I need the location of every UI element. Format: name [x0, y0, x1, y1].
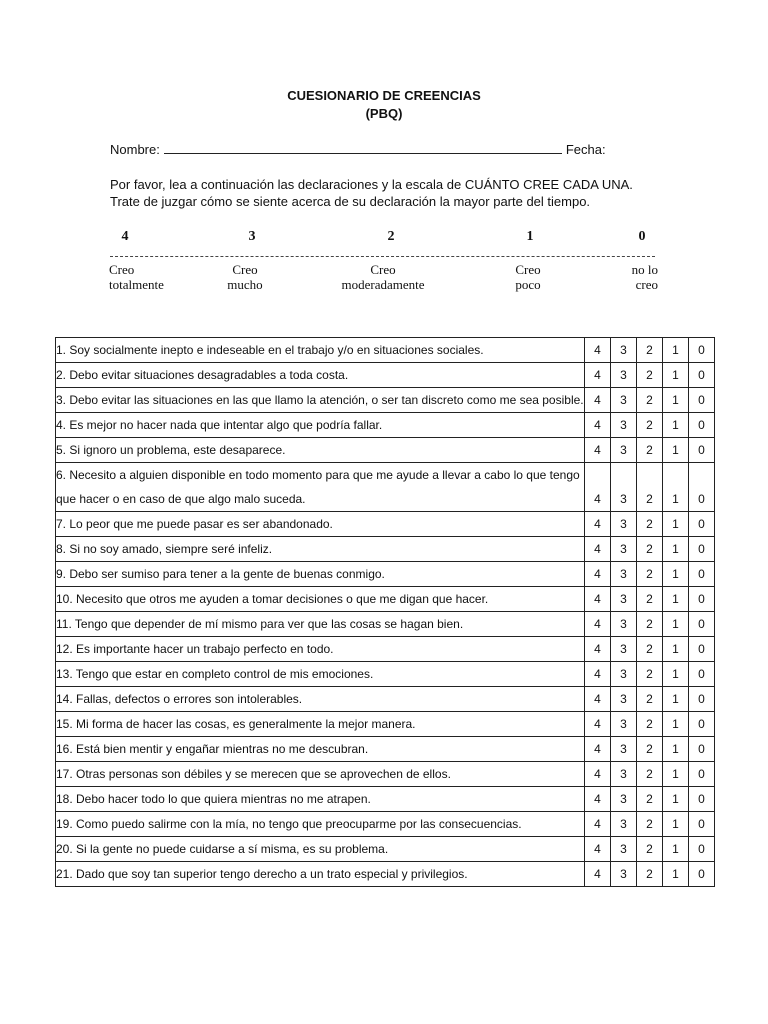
statement-text: 6. Necesito a alguien disponible en todo momento para que me ayude a llevar a cabo lo que tengo que hacer o en caso de que algo malo suceda.	[56, 463, 585, 512]
rating-option-3[interactable]: 3	[611, 463, 637, 512]
statement-text: 20. Si la gente no puede cuidarse a sí misma, es su problema.	[56, 837, 585, 862]
scale-value-0: 0	[638, 229, 646, 244]
questionnaire-title: CUESIONARIO DE CREENCIAS	[287, 88, 481, 103]
rating-option-3[interactable]: 3	[611, 587, 637, 612]
statement-text: 21. Dado que soy tan superior tengo derecho a un trato especial y privilegios.	[56, 862, 585, 887]
rating-option-3[interactable]: 3	[611, 612, 637, 637]
table-row	[56, 762, 715, 787]
table-row	[56, 512, 715, 537]
rating-option-3[interactable]: 3	[611, 637, 637, 662]
rating-option-4[interactable]: 4	[585, 787, 611, 812]
rating-option-2[interactable]: 2	[637, 537, 663, 562]
scale-label-3: Creo mucho	[227, 262, 263, 292]
rating-option-0[interactable]: 0	[689, 537, 715, 562]
statement-text: 10. Necesito que otros me ayuden a tomar decisiones o que me digan que hacer.	[56, 587, 585, 612]
rating-option-1[interactable]: 1	[663, 787, 689, 812]
table-row	[56, 388, 715, 413]
statement-text: 7. Lo peor que me puede pasar es ser abandonado.	[56, 512, 585, 537]
rating-option-0[interactable]: 0	[689, 762, 715, 787]
instructions-line-1: Por favor, lea a continuación las declaraciones y la escala de CUÁNTO CREE CADA UNA.	[110, 177, 633, 192]
rating-option-4[interactable]: 4	[585, 737, 611, 762]
rating-option-4[interactable]: 4	[585, 388, 611, 413]
rating-option-2[interactable]: 2	[637, 587, 663, 612]
rating-option-4[interactable]: 4	[585, 612, 611, 637]
rating-option-1[interactable]: 1	[663, 388, 689, 413]
rating-option-2[interactable]: 2	[637, 712, 663, 737]
rating-option-3[interactable]: 3	[611, 662, 637, 687]
statement-text: 4. Es mejor no hacer nada que intentar algo que podría fallar.	[56, 413, 585, 438]
name-date-row	[110, 141, 640, 157]
table-row	[56, 612, 715, 637]
beliefs-table	[55, 337, 715, 887]
table-row	[56, 712, 715, 737]
table-row	[56, 587, 715, 612]
rating-option-1[interactable]: 1	[663, 862, 689, 887]
rating-option-0[interactable]: 0	[689, 862, 715, 887]
rating-option-2[interactable]: 2	[637, 363, 663, 388]
statement-text: 17. Otras personas son débiles y se merecen que se aprovechen de ellos.	[56, 762, 585, 787]
rating-option-2[interactable]: 2	[637, 737, 663, 762]
table-row	[56, 837, 715, 862]
rating-option-1[interactable]: 1	[663, 737, 689, 762]
scale-value-2: 2	[387, 229, 395, 244]
table-row	[56, 737, 715, 762]
rating-option-2[interactable]: 2	[637, 438, 663, 463]
table-row	[56, 338, 715, 363]
table-row	[56, 862, 715, 887]
rating-option-0[interactable]: 0	[689, 512, 715, 537]
rating-option-4[interactable]: 4	[585, 537, 611, 562]
scale-label-4: Creo totalmente	[109, 262, 164, 292]
rating-option-3[interactable]: 3	[611, 388, 637, 413]
scale-value-1: 1	[526, 229, 534, 244]
table-row	[56, 438, 715, 463]
rating-option-1[interactable]: 1	[663, 762, 689, 787]
rating-option-0[interactable]: 0	[689, 562, 715, 587]
statement-text: 9. Debo ser sumiso para tener a la gente de buenas conmigo.	[56, 562, 585, 587]
rating-option-1[interactable]: 1	[663, 537, 689, 562]
rating-option-2[interactable]: 2	[637, 687, 663, 712]
rating-option-1[interactable]: 1	[663, 612, 689, 637]
rating-option-0[interactable]: 0	[689, 812, 715, 837]
rating-option-2[interactable]: 2	[637, 837, 663, 862]
scale-label-2: Creo moderadamente	[341, 262, 425, 292]
rating-option-0[interactable]: 0	[689, 388, 715, 413]
table-row	[56, 687, 715, 712]
scale-value-4: 4	[121, 229, 129, 244]
rating-option-2[interactable]: 2	[637, 762, 663, 787]
rating-option-2[interactable]: 2	[637, 512, 663, 537]
rating-option-0[interactable]: 0	[689, 413, 715, 438]
rating-option-0[interactable]: 0	[689, 587, 715, 612]
rating-option-0[interactable]: 0	[689, 737, 715, 762]
scale-label-0: no lo creo	[631, 262, 658, 292]
name-field[interactable]	[164, 141, 562, 154]
rating-option-2[interactable]: 2	[637, 637, 663, 662]
statement-text: 1. Soy socialmente inepto e indeseable en el trabajo y/o en situaciones sociales.	[56, 338, 585, 363]
rating-option-1[interactable]: 1	[663, 512, 689, 537]
table-row	[56, 787, 715, 812]
rating-option-3[interactable]: 3	[611, 737, 637, 762]
rating-option-0[interactable]: 0	[689, 687, 715, 712]
rating-option-1[interactable]: 1	[663, 363, 689, 388]
rating-option-2[interactable]: 2	[637, 612, 663, 637]
table-row	[56, 363, 715, 388]
rating-option-3[interactable]: 3	[611, 537, 637, 562]
rating-option-1[interactable]: 1	[663, 837, 689, 862]
rating-option-1[interactable]: 1	[663, 687, 689, 712]
rating-option-2[interactable]: 2	[637, 812, 663, 837]
rating-option-1[interactable]: 1	[663, 662, 689, 687]
rating-option-0[interactable]: 0	[689, 637, 715, 662]
statement-text: 14. Fallas, defectos o errores son intolerables.	[56, 687, 585, 712]
rating-option-0[interactable]: 0	[689, 463, 715, 512]
name-label: Nombre:	[110, 142, 160, 157]
rating-option-4[interactable]: 4	[585, 837, 611, 862]
statement-text: 5. Si ignoro un problema, este desaparece.	[56, 438, 585, 463]
rating-option-0[interactable]: 0	[689, 612, 715, 637]
statement-text: 16. Está bien mentir y engañar mientras no me descubran.	[56, 737, 585, 762]
statement-text: 11. Tengo que depender de mí mismo para ver que las cosas se hagan bien.	[56, 612, 585, 637]
rating-option-4[interactable]: 4	[585, 662, 611, 687]
rating-option-1[interactable]: 1	[663, 637, 689, 662]
rating-option-3[interactable]: 3	[611, 562, 637, 587]
rating-option-1[interactable]: 1	[663, 587, 689, 612]
scale-label-1: Creo poco	[515, 262, 541, 292]
rating-option-4[interactable]: 4	[585, 587, 611, 612]
rating-option-1[interactable]: 1	[663, 562, 689, 587]
rating-option-4[interactable]: 4	[585, 413, 611, 438]
table-row	[56, 662, 715, 687]
rating-option-1[interactable]: 1	[663, 413, 689, 438]
statement-text: 2. Debo evitar situaciones desagradables a toda costa.	[56, 363, 585, 388]
table-row	[56, 637, 715, 662]
rating-option-4[interactable]: 4	[585, 862, 611, 887]
rating-option-4[interactable]: 4	[585, 512, 611, 537]
rating-option-4[interactable]: 4	[585, 463, 611, 512]
rating-option-2[interactable]: 2	[637, 862, 663, 887]
table-row	[56, 537, 715, 562]
rating-option-4[interactable]: 4	[585, 712, 611, 737]
rating-option-1[interactable]: 1	[663, 438, 689, 463]
table-row	[56, 463, 715, 512]
rating-option-3[interactable]: 3	[611, 812, 637, 837]
rating-option-1[interactable]: 1	[663, 712, 689, 737]
rating-option-3[interactable]: 3	[611, 438, 637, 463]
rating-option-4[interactable]: 4	[585, 637, 611, 662]
rating-option-1[interactable]: 1	[663, 812, 689, 837]
questionnaire-subtitle: (PBQ)	[365, 106, 403, 121]
scale-value-3: 3	[248, 229, 256, 244]
rating-option-2[interactable]: 2	[637, 662, 663, 687]
rating-option-3[interactable]: 3	[611, 712, 637, 737]
scale-divider	[110, 256, 655, 257]
rating-option-0[interactable]: 0	[689, 662, 715, 687]
statement-text: 18. Debo hacer todo lo que quiera mientras no me atrapen.	[56, 787, 585, 812]
rating-option-4[interactable]: 4	[585, 812, 611, 837]
rating-option-2[interactable]: 2	[637, 388, 663, 413]
rating-option-2[interactable]: 2	[637, 413, 663, 438]
rating-option-1[interactable]: 1	[663, 463, 689, 512]
rating-option-2[interactable]: 2	[637, 787, 663, 812]
table-row	[56, 812, 715, 837]
statement-text: 12. Es importante hacer un trabajo perfecto en todo.	[56, 637, 585, 662]
date-label: Fecha:	[565, 142, 606, 157]
rating-option-0[interactable]: 0	[689, 837, 715, 862]
statement-text: 8. Si no soy amado, siempre seré infeliz.	[56, 537, 585, 562]
rating-option-0[interactable]: 0	[689, 363, 715, 388]
rating-option-3[interactable]: 3	[611, 837, 637, 862]
rating-option-0[interactable]: 0	[689, 338, 715, 363]
rating-option-4[interactable]: 4	[585, 687, 611, 712]
rating-option-3[interactable]: 3	[611, 512, 637, 537]
instructions-line-2: Trate de juzgar cómo se siente acerca de su declaración la mayor parte del tiempo.	[110, 194, 591, 209]
rating-option-4[interactable]: 4	[585, 438, 611, 463]
rating-option-4[interactable]: 4	[585, 562, 611, 587]
rating-option-3[interactable]: 3	[611, 687, 637, 712]
rating-option-2[interactable]: 2	[637, 463, 663, 512]
table-row	[56, 562, 715, 587]
statement-text: 19. Como puedo salirme con la mía, no tengo que preocuparme por las consecuencias.	[56, 812, 585, 837]
rating-option-3[interactable]: 3	[611, 363, 637, 388]
rating-option-3[interactable]: 3	[611, 762, 637, 787]
statement-text: 3. Debo evitar las situaciones en las que llamo la atención, o ser tan discreto como me sea posible.	[56, 388, 585, 413]
statement-text: 15. Mi forma de hacer las cosas, es generalmente la mejor manera.	[56, 712, 585, 737]
rating-option-0[interactable]: 0	[689, 787, 715, 812]
rating-option-4[interactable]: 4	[585, 762, 611, 787]
rating-option-3[interactable]: 3	[611, 787, 637, 812]
rating-option-0[interactable]: 0	[689, 438, 715, 463]
rating-option-2[interactable]: 2	[637, 562, 663, 587]
statement-text: 13. Tengo que estar en completo control de mis emociones.	[56, 662, 585, 687]
table-row	[56, 413, 715, 438]
rating-option-3[interactable]: 3	[611, 413, 637, 438]
rating-option-4[interactable]: 4	[585, 363, 611, 388]
rating-option-3[interactable]: 3	[611, 338, 637, 363]
rating-option-2[interactable]: 2	[637, 338, 663, 363]
rating-option-4[interactable]: 4	[585, 338, 611, 363]
rating-option-0[interactable]: 0	[689, 712, 715, 737]
rating-option-1[interactable]: 1	[663, 338, 689, 363]
rating-option-3[interactable]: 3	[611, 862, 637, 887]
